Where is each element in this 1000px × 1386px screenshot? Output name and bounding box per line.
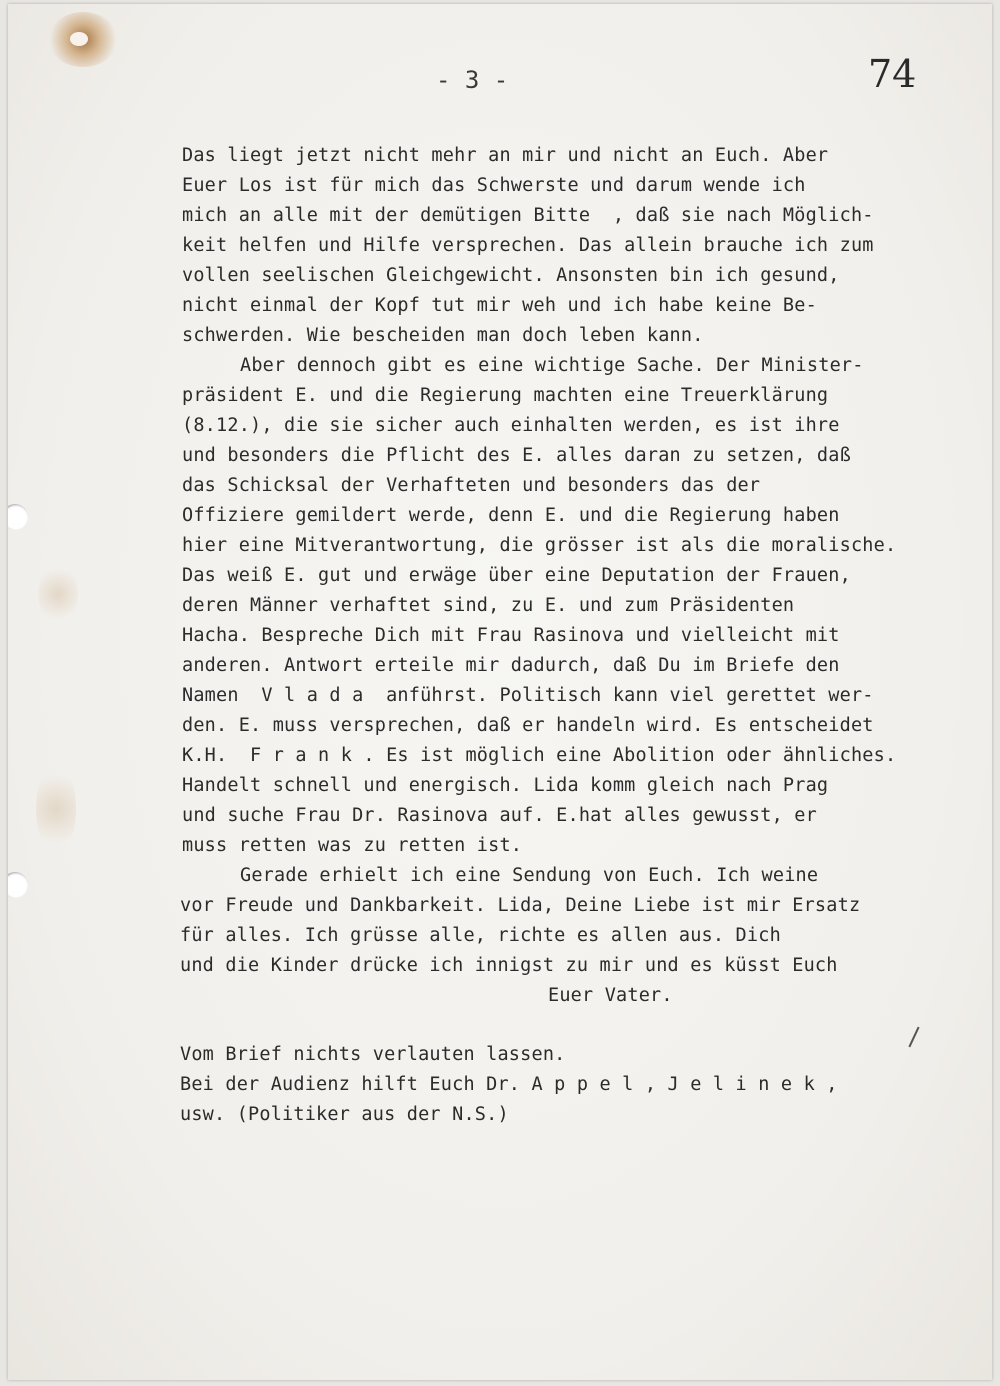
letter-line: Namen V l a d a anführst. Politisch kann viel gerettet wer- xyxy=(182,685,874,706)
page-number: - 3 - xyxy=(436,66,509,94)
letter-line: (8.12.), die sie sicher auch einhalten werden, es ist ihre xyxy=(182,415,840,436)
letter-line: schwerden. Wie bescheiden man doch leben kann. xyxy=(182,325,704,346)
paper-stain xyxy=(36,764,76,854)
postscript-line: Bei der Audienz hilft Euch Dr. A p p e l , J e l i n e k , xyxy=(180,1074,838,1095)
letter-line: mich an alle mit der demütigen Bitte , daß sie nach Möglich- xyxy=(182,205,874,226)
letter-line: das Schicksal der Verhafteten und besonders das der xyxy=(182,475,761,496)
punch-hole-top xyxy=(8,504,28,530)
pencil-mark xyxy=(908,1027,919,1048)
letter-line: deren Männer verhaftet sind, zu E. und zum Präsidenten xyxy=(182,595,795,616)
archive-folio-number: 74 xyxy=(868,52,917,96)
letter-line: für alles. Ich grüsse alle, richte es allen aus. Dich xyxy=(180,925,781,946)
letter-line: und die Kinder drücke ich innigst zu mir und es küsst Euch xyxy=(180,955,838,976)
staple-hole xyxy=(70,32,88,46)
document-page xyxy=(8,4,992,1380)
letter-line: keit helfen und Hilfe versprechen. Das allein brauche ich zum xyxy=(182,235,874,256)
letter-line: nicht einmal der Kopf tut mir weh und ich habe keine Be- xyxy=(182,295,817,316)
letter-line: Euer Los ist für mich das Schwerste und darum wende ich xyxy=(182,175,806,196)
letter-line: vor Freude und Dankbarkeit. Lida, Deine Liebe ist mir Ersatz xyxy=(180,895,861,916)
punch-hole-bottom xyxy=(8,872,28,898)
letter-line: Hacha. Bespreche Dich mit Frau Rasinova und vielleicht mit xyxy=(182,625,840,646)
letter-line: präsident E. und die Regierung machten eine Treuerklärung xyxy=(182,385,829,406)
letter-line: Das weiß E. gut und erwäge über eine Deputation der Frauen, xyxy=(182,565,851,586)
letter-line: anderen. Antwort erteile mir dadurch, daß Du im Briefe den xyxy=(182,655,840,676)
letter-line: und suche Frau Dr. Rasinova auf. E.hat alles gewusst, er xyxy=(182,805,817,826)
paper-stain xyxy=(38,564,78,624)
letter-line: Handelt schnell und energisch. Lida komm gleich nach Prag xyxy=(182,775,829,796)
letter-line: den. E. muss versprechen, daß er handeln wird. Es entscheidet xyxy=(182,715,874,736)
postscript-line: usw. (Politiker aus der N.S.) xyxy=(180,1104,509,1125)
letter-line: Aber dennoch gibt es eine wichtige Sache. Der Minister- xyxy=(240,355,864,376)
letter-line: vollen seelischen Gleichgewicht. Ansonsten bin ich gesund, xyxy=(182,265,840,286)
letter-line: hier eine Mitverantwortung, die grösser ist als die moralische. xyxy=(182,535,897,556)
letter-line: Gerade erhielt ich eine Sendung von Euch. Ich weine xyxy=(240,865,819,886)
postscript-line: Vom Brief nichts verlauten lassen. xyxy=(180,1044,566,1065)
letter-line: muss retten was zu retten ist. xyxy=(182,835,523,856)
letter-signature: Euer Vater. xyxy=(548,985,673,1006)
letter-line: Offiziere gemildert werde, denn E. und die Regierung haben xyxy=(182,505,840,526)
letter-line: und besonders die Pflicht des E. alles daran zu setzen, daß xyxy=(182,445,851,466)
letter-line: Das liegt jetzt nicht mehr an mir und nicht an Euch. Aber xyxy=(182,145,829,166)
letter-line: K.H. F r a n k . Es ist möglich eine Abolition oder ähnliches. xyxy=(182,745,897,766)
